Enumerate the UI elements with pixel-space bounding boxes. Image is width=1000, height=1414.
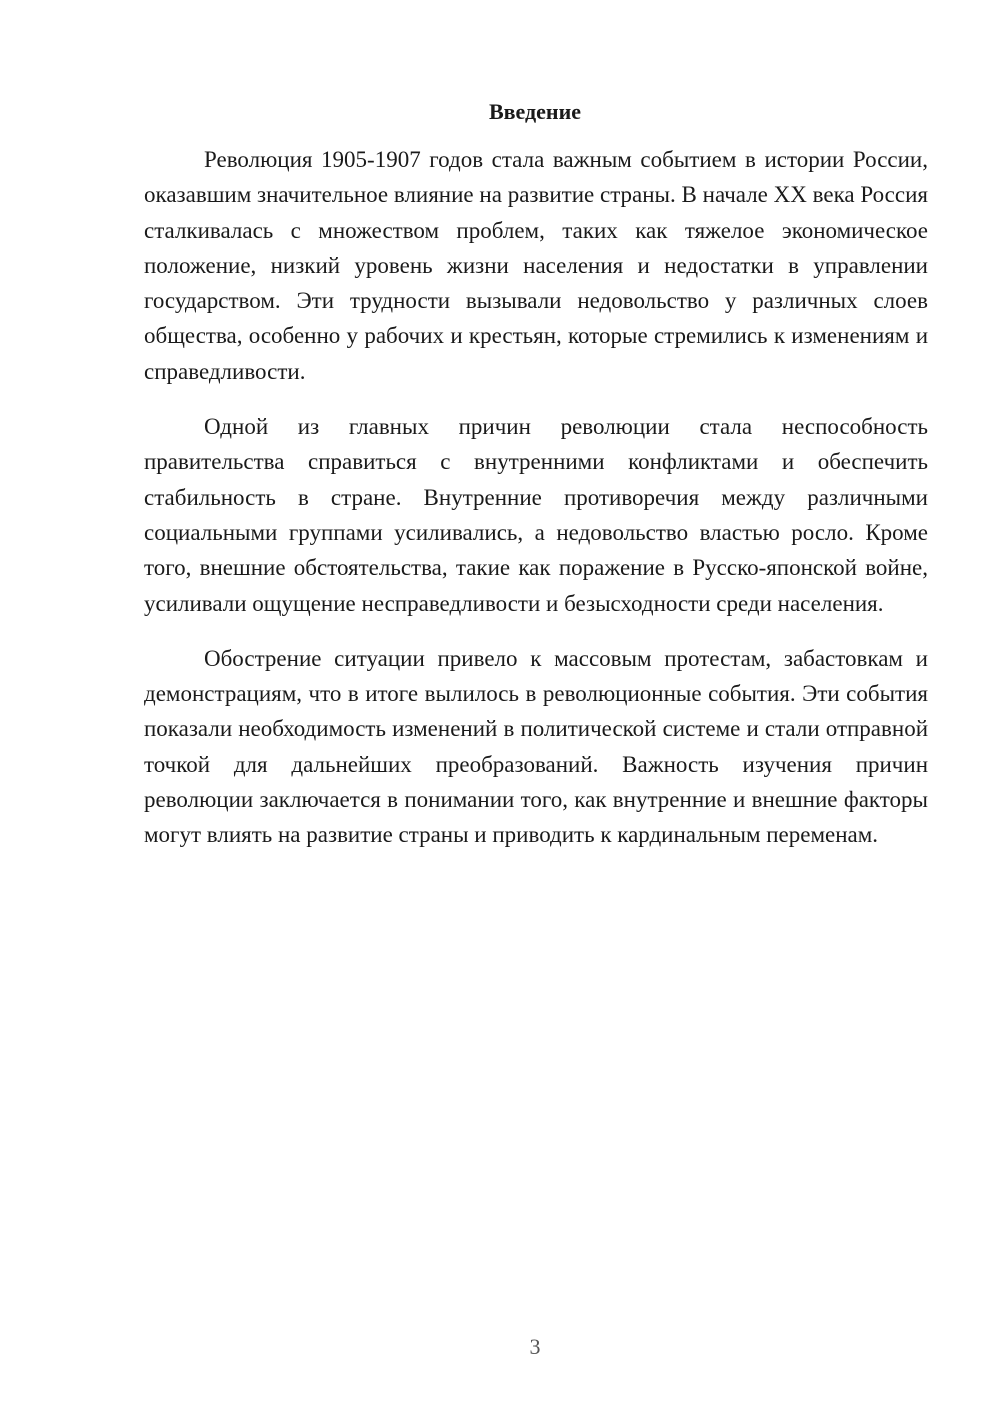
page-number: 3: [529, 1334, 541, 1359]
document-body: [144, 142, 928, 873]
paragraph-1: Революция 1905-1907 годов стала важным событием в истории России, оказавшим значительное влияние на развитие страны. В начале XX века Россия сталкивалась с множеством проблем, таких как тяжелое экономическое положение, низкий уровень жизни населения и недостатки в управлении государством. Эти трудности вызывали недовольство у различных слоев общества, особенно у рабочих и крестьян, которые стремились к изменениям и справедливости.: [144, 147, 928, 384]
paragraph-3: Обострение ситуации привело к массовым протестам, забастовкам и демонстрациям, что в итоге вылилось в революционные события. Эти события показали необходимость изменений в политической системе и стали отправной точкой для дальнейших преобразований. Важность изучения причин революции заключается в понимании того, как внутренние и внешние факторы могут влиять на развитие страны и приводить к кардинальным переменам.: [144, 645, 928, 848]
paragraph-2: Одной из главных причин революции стала неспособность правительства справиться с внутренними конфликтами и обеспечить стабильность в стране. Внутренние противоречия между различными социальными группами усиливались, а недовольство властью росло. Кроме того, внешние обстоятельства, такие как поражение в Русско-японской войне, усиливали ощущение несправедливости и безысходности среди населения.: [144, 414, 928, 616]
section-title: Введение: [488, 99, 582, 124]
